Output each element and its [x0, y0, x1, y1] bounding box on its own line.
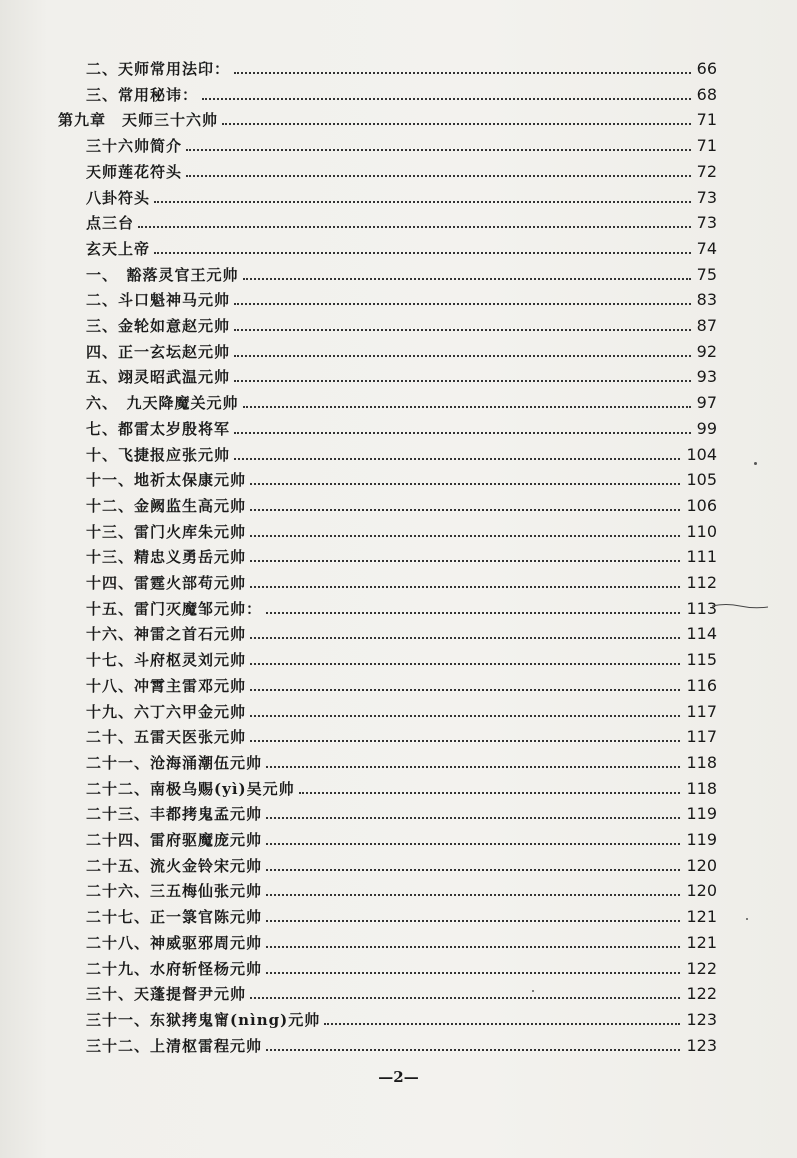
toc-entry[interactable]	[86, 901, 717, 927]
toc-entry[interactable]	[86, 696, 717, 722]
toc-entry-title: 十五、雷门灭魔邹元帅：	[86, 599, 263, 618]
toc-entry-title: 十一、地祈太保康元帅	[86, 471, 247, 490]
toc-entry[interactable]	[86, 567, 717, 593]
toc-entry-page: 99	[696, 418, 717, 438]
toc-entry-page: 83	[696, 290, 717, 310]
toc-entry-title: 十四、雷霆火部苟元帅	[86, 574, 247, 592]
toc-entry-title: 二十五、流火金铃宋元帅	[86, 856, 263, 875]
toc-entry-title: 二十六、三五梅仙张元帅	[86, 882, 263, 901]
toc-entry-title: 三、常用秘讳：	[86, 85, 199, 104]
toc-entry-page: 71	[696, 110, 717, 130]
toc-entry[interactable]	[86, 773, 717, 799]
toc-entry-page: 120	[686, 881, 717, 901]
toc-entry[interactable]	[86, 721, 717, 747]
dot-leader	[266, 920, 680, 922]
toc-entry-page: 121	[686, 932, 717, 952]
toc-entry-title: 二、斗口魁神马元帅	[86, 291, 231, 310]
toc-entry-page: 87	[696, 316, 717, 335]
toc-entry-page: 111	[686, 547, 717, 567]
toc-entry-page: 122	[686, 958, 717, 978]
toc-entry-page: 114	[686, 624, 717, 644]
dot-leader	[186, 175, 691, 177]
toc-entry-page: 73	[696, 213, 717, 233]
toc-entry[interactable]	[86, 490, 717, 516]
toc-entry-title: 六、 九天降魔关元帅	[86, 394, 239, 413]
toc-entry[interactable]	[86, 875, 717, 901]
toc-entry-title: 四、正一玄坛赵元帅	[86, 342, 231, 361]
toc-entry-title: 二十八、神威驱邪周元帅	[86, 933, 263, 952]
dot-leader	[266, 894, 680, 896]
toc-entry-page: 119	[686, 830, 717, 849]
toc-entry-title: 三十、天蓬提督尹元帅	[86, 985, 247, 1004]
toc-entry[interactable]	[86, 464, 717, 490]
toc-entry-page: 122	[686, 984, 717, 1004]
dot-leader	[202, 98, 691, 100]
toc-entry-page: 120	[686, 855, 717, 875]
toc-entry-page: 106	[686, 495, 717, 515]
toc-entry-page: 75	[696, 264, 717, 284]
toc-entry-page: 74	[696, 238, 717, 258]
toc-entry[interactable]	[86, 541, 717, 567]
dot-leader	[324, 1023, 680, 1025]
toc-entry-page: 93	[696, 367, 717, 387]
toc-entry-page: 123	[686, 1035, 717, 1055]
toc-entry[interactable]	[86, 156, 717, 182]
toc-entry-page: 117	[686, 701, 717, 721]
toc-entry[interactable]	[86, 259, 717, 285]
toc-entry[interactable]	[86, 927, 717, 953]
dot-leader	[250, 535, 680, 537]
toc-entry-page: 116	[686, 675, 717, 695]
toc-entry[interactable]	[86, 439, 717, 465]
dot-leader	[234, 303, 691, 305]
toc-entry[interactable]	[86, 850, 717, 876]
dot-leader	[234, 458, 680, 460]
toc-entry-page: 110	[686, 521, 717, 541]
toc-entry-title: 天师莲花符头	[86, 162, 183, 181]
toc-entry-title: 十九、六丁六甲金元帅	[86, 702, 247, 721]
toc-entry-title: 五、翊灵昭武温元帅	[86, 368, 231, 387]
toc-entry-title: 十八、冲霄主雷邓元帅	[86, 676, 247, 695]
toc-entry[interactable]	[86, 798, 717, 824]
toc-entry[interactable]	[86, 644, 717, 670]
pen-mark	[712, 600, 768, 610]
toc-entry-title: 二、天师常用法印：	[86, 60, 231, 78]
toc-entry-title: 二十一、沧海涌潮伍元帅	[86, 753, 263, 772]
toc-entry-title: 二十九、水府斩怪杨元帅	[86, 959, 263, 978]
dot-leader	[266, 817, 680, 819]
toc-entry[interactable]	[86, 1030, 717, 1056]
toc-entry-title: 十三、雷门火库朱元帅	[86, 522, 247, 541]
toc-entry[interactable]	[86, 413, 717, 439]
toc-entry-title: 七、都雷太岁殷将军	[86, 419, 231, 438]
toc-entry-title: 十三、精忠义勇岳元帅	[86, 548, 247, 567]
toc-entry-page: 73	[696, 187, 717, 207]
toc-entry-title: 十、飞捷报应张元帅	[86, 445, 231, 464]
toc-entry-title: 第九章 天师三十六帅	[58, 111, 219, 130]
toc-entry[interactable]	[86, 747, 717, 773]
toc-entry-title: 一、 豁落灵官王元帅	[86, 265, 239, 284]
toc-entry-page: 119	[686, 804, 717, 824]
toc-entry-title: 二十二、南极乌赐(yì)吴元帅	[86, 779, 295, 798]
toc-entry-page: 113	[686, 598, 717, 618]
toc-entry[interactable]	[86, 516, 717, 542]
paper-speck	[746, 918, 748, 920]
toc-entry-title: 三十六帅简介	[86, 137, 183, 156]
dot-leader	[266, 972, 680, 974]
toc-entry-title: 二十、五雷天医张元帅	[86, 728, 247, 747]
toc-entry-title: 点三台	[86, 214, 135, 233]
toc-entry-page: 117	[686, 727, 717, 747]
toc-entry-title: 三、金轮如意赵元帅	[86, 317, 231, 335]
toc-entry-page: 105	[686, 470, 717, 490]
paper-speck	[754, 462, 757, 465]
dot-leader	[250, 740, 680, 742]
toc-entry-page: 115	[686, 650, 717, 670]
toc-entry-page: 68	[696, 84, 717, 104]
toc-entry-title: 三十二、上清枢雷程元帅	[86, 1036, 263, 1055]
toc-entry[interactable]	[86, 361, 717, 387]
toc-entry-page: 121	[686, 907, 717, 927]
toc-entry-page: 72	[696, 161, 717, 181]
toc-entry[interactable]	[86, 593, 717, 619]
toc-entry[interactable]	[86, 387, 717, 413]
toc-entry-page: 118	[686, 752, 717, 772]
toc-entry-title: 二十四、雷府驱魔庞元帅	[86, 831, 263, 849]
dot-leader	[250, 560, 680, 562]
dot-leader	[234, 72, 691, 74]
dot-leader	[250, 586, 680, 588]
toc-entry-page: 118	[686, 778, 717, 798]
toc-entry-page: 112	[686, 573, 717, 592]
dot-leader	[154, 201, 691, 203]
toc-entry[interactable]	[86, 310, 717, 336]
dot-leader	[266, 766, 680, 768]
toc-entry-page: 66	[696, 59, 717, 78]
dot-leader	[250, 715, 680, 717]
dot-leader	[243, 278, 691, 280]
dot-leader	[250, 689, 680, 691]
toc-entry[interactable]	[86, 53, 717, 79]
toc-entry[interactable]	[86, 824, 717, 850]
dot-leader	[186, 149, 691, 151]
dot-leader	[266, 946, 680, 948]
dot-leader	[222, 123, 691, 125]
dot-leader	[266, 612, 680, 614]
toc-entry[interactable]	[86, 130, 717, 156]
dot-leader	[250, 663, 680, 665]
toc-entry-title: 二十三、丰都拷鬼孟元帅	[86, 805, 263, 824]
dot-leader	[234, 329, 691, 331]
toc-entry-page: 97	[696, 393, 717, 413]
dot-leader	[243, 406, 691, 408]
toc-entry-title: 二十七、正一箓官陈元帅	[86, 908, 263, 927]
toc-entry-page: 123	[686, 1009, 717, 1029]
toc-entry-page: 104	[686, 444, 717, 464]
toc-entry-title: 十六、神雷之首石元帅	[86, 625, 247, 644]
dot-leader	[266, 869, 680, 871]
dot-leader	[250, 483, 680, 485]
dot-leader	[299, 792, 681, 794]
toc-entry[interactable]	[86, 284, 717, 310]
toc-entry[interactable]	[86, 953, 717, 979]
toc-entry-page: 71	[696, 136, 717, 156]
toc-entry-page: 92	[696, 341, 717, 361]
dot-leader	[234, 355, 691, 357]
toc-entry-title: 玄天上帝	[86, 239, 151, 258]
toc-entry[interactable]	[86, 182, 717, 208]
toc-entry[interactable]	[86, 1004, 717, 1030]
dot-leader	[266, 843, 680, 845]
toc-entry-title: 十二、金阙监生高元帅	[86, 496, 247, 515]
dot-leader	[266, 1049, 680, 1051]
toc-entry[interactable]	[86, 618, 717, 644]
page-number: —2—	[378, 1068, 419, 1086]
toc-entry[interactable]	[86, 670, 717, 696]
paper-speck	[532, 990, 534, 992]
toc-entry-title: 八卦符头	[86, 188, 151, 207]
toc-entry[interactable]	[86, 336, 717, 362]
toc-entry[interactable]	[86, 978, 717, 1004]
dot-leader	[234, 380, 691, 382]
toc-entry[interactable]	[86, 207, 717, 233]
toc-entry[interactable]	[86, 79, 717, 105]
toc-entry[interactable]	[86, 233, 717, 259]
toc-entry[interactable]	[58, 104, 717, 130]
dot-leader	[250, 997, 680, 999]
dot-leader	[154, 252, 691, 254]
dot-leader	[250, 637, 680, 639]
toc-entry-title: 十七、斗府枢灵刘元帅	[86, 651, 247, 670]
dot-leader	[250, 509, 680, 511]
dot-leader	[234, 432, 691, 434]
toc-entry-title: 三十一、东狱拷鬼甯(nìng)元帅	[86, 1010, 321, 1029]
dot-leader	[138, 226, 691, 228]
